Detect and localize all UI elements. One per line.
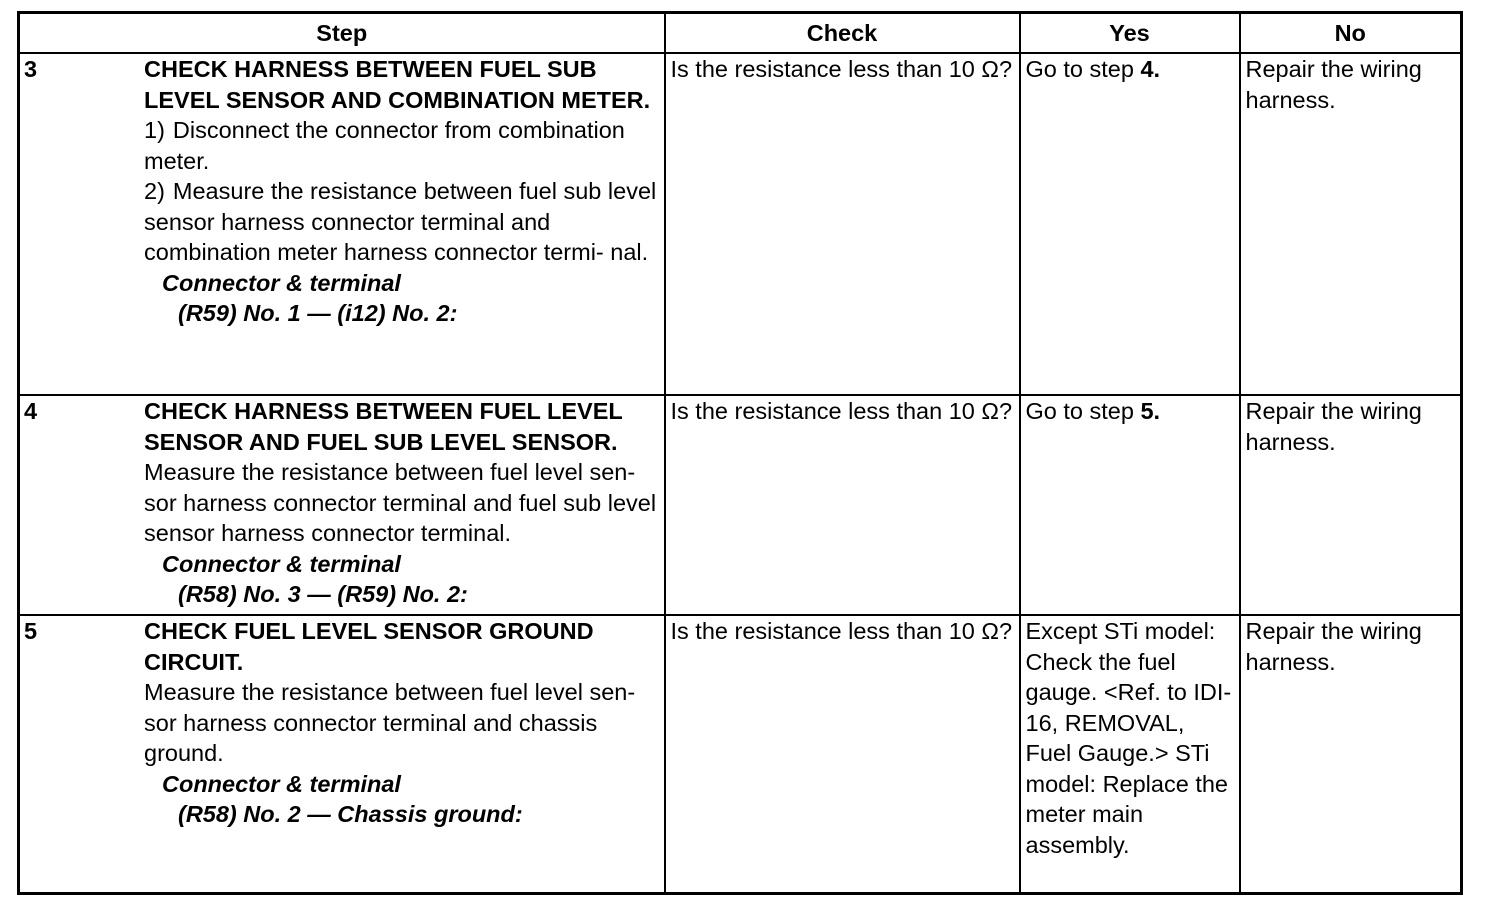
step-number: 3 [24, 56, 38, 82]
header-row [19, 13, 1462, 54]
table-row [19, 53, 1462, 395]
header-no: No [1240, 13, 1462, 54]
header-check: Check [665, 13, 1020, 54]
step-cell [19, 615, 665, 894]
header-yes: Yes [1020, 13, 1240, 54]
table-row [19, 395, 1462, 615]
step-number: 5 [24, 618, 38, 644]
step-instruction: Measure the resistance between fuel level sen- sor harness connector terminal and chassis ground. [144, 679, 636, 766]
no-cell: Repair the wiring harness. [1240, 395, 1462, 615]
step-instruction: 1) Disconnect the connector from combination meter. [144, 117, 625, 174]
table-row [19, 615, 1462, 894]
check-cell: Is the resistance less than 10 Ω? [665, 615, 1020, 894]
connector-value: (R58) No. 3 — (R59) No. 2: [178, 581, 468, 607]
check-cell: Is the resistance less than 10 Ω? [665, 53, 1020, 395]
connector-value: (R59) No. 1 — (i12) No. 2: [178, 300, 458, 326]
step-title: CHECK FUEL LEVEL SENSOR GROUND CIRCUIT. [144, 618, 594, 675]
step-title: CHECK HARNESS BETWEEN FUEL LEVEL SENSOR AND FUEL SUB LEVEL SENSOR. [144, 398, 623, 455]
connector-label: Connector & terminal [162, 269, 401, 296]
step-number: 4 [24, 398, 38, 424]
diagnostic-table [17, 11, 1463, 895]
no-cell: Repair the wiring harness. [1240, 53, 1462, 395]
step-link: 4. [1140, 56, 1161, 82]
check-cell: Is the resistance less than 10 Ω? [665, 395, 1020, 615]
header-step: Step [19, 13, 665, 54]
yes-cell: Go to step 4. [1020, 53, 1240, 395]
step-title: CHECK HARNESS BETWEEN FUEL SUB LEVEL SENSOR AND COMBINATION METER. [144, 56, 651, 113]
no-cell: Repair the wiring harness. [1240, 615, 1462, 894]
step-link: 5. [1140, 398, 1161, 424]
step-instruction: 2) Measure the resistance between fuel sub level sensor harness connector terminal and combination meter harness connector termi- nal. [144, 178, 657, 265]
step-instruction: Measure the resistance between fuel level sen- sor harness connector terminal and fuel sub level sensor harness connector terminal. [144, 459, 657, 546]
step-cell [19, 395, 665, 615]
connector-label: Connector & terminal [162, 770, 401, 797]
yes-cell: Except STi model: Check the fuel gauge. <Ref. to IDI-16, REMOVAL, Fuel Gauge.> STi model: Replace the meter main assembly. [1020, 615, 1240, 894]
connector-label: Connector & terminal [162, 550, 401, 577]
yes-cell: Go to step 5. [1020, 395, 1240, 615]
connector-value: (R58) No. 2 — Chassis ground: [178, 801, 523, 827]
step-cell [19, 53, 665, 395]
